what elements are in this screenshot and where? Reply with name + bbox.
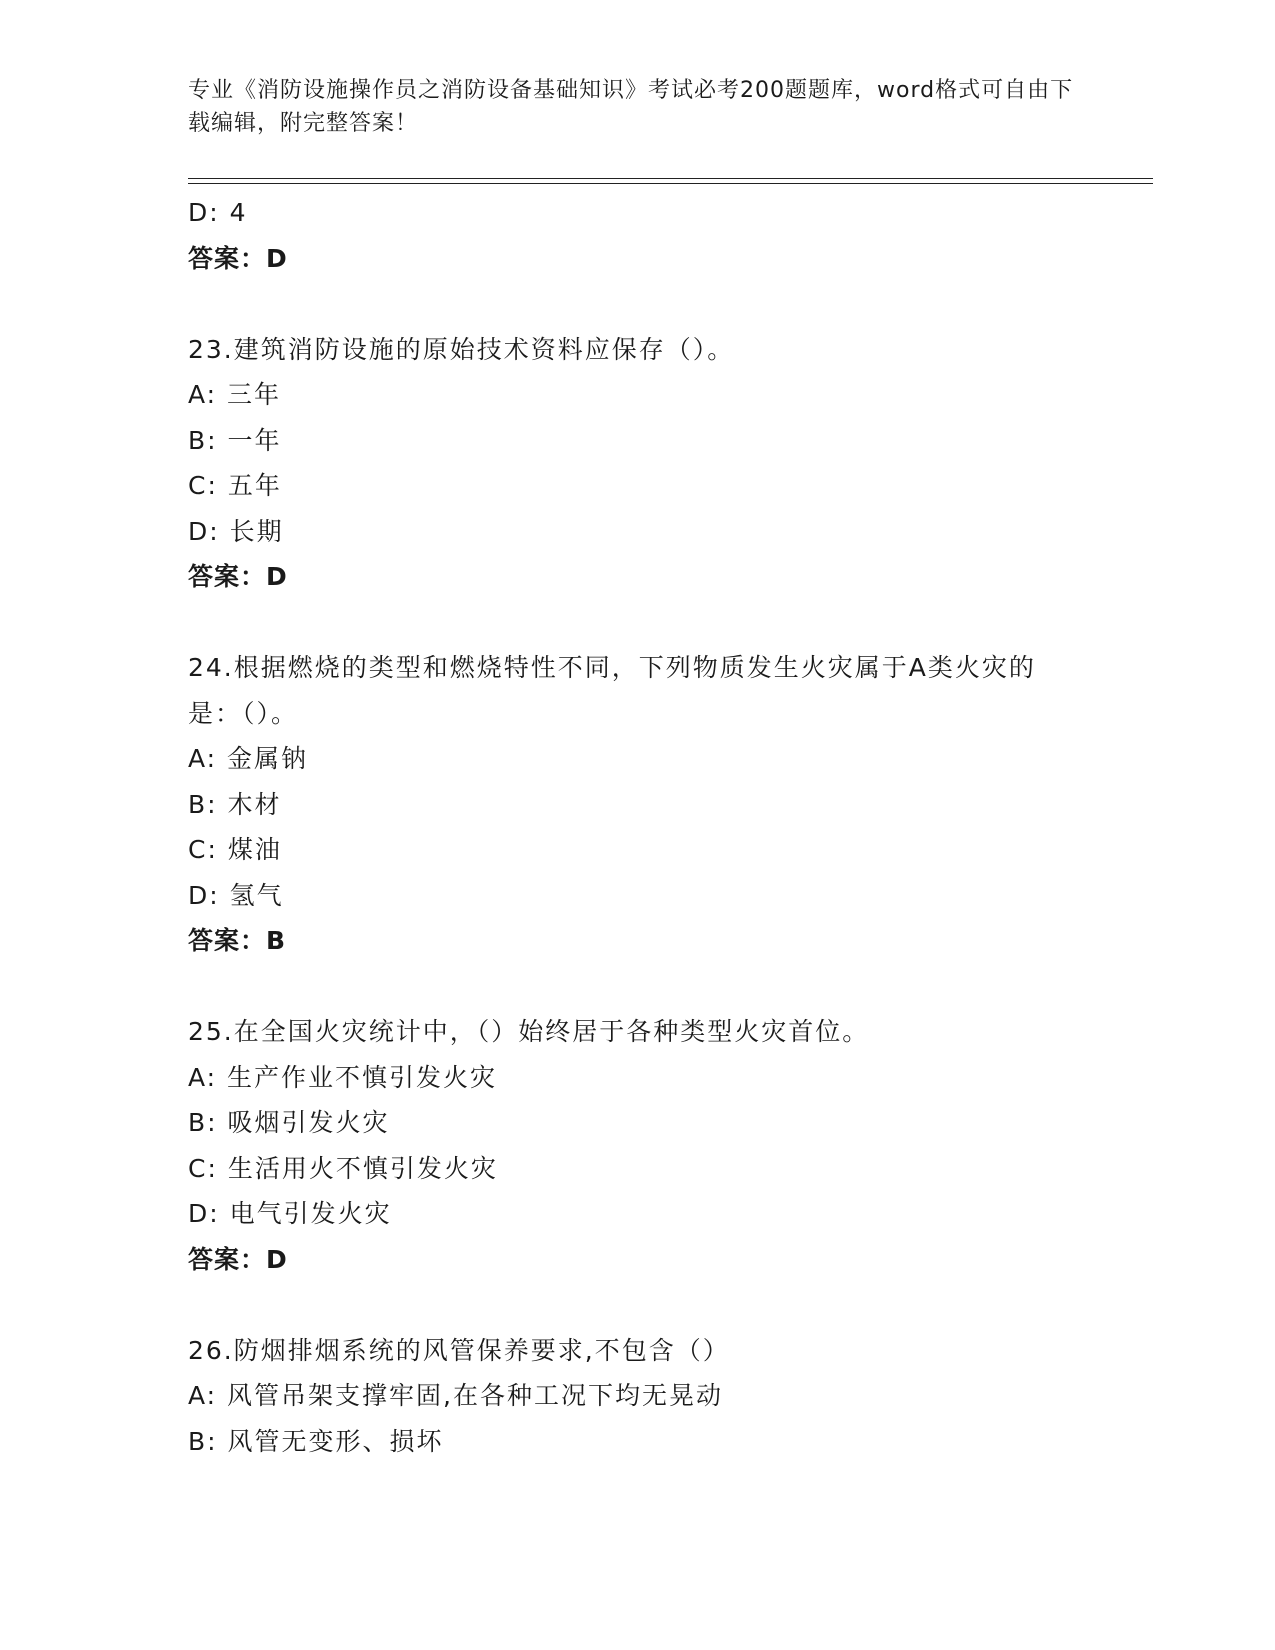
question-text: 25.在全国火灾统计中，（）始终居于各种类型火灾首位。 (188, 1017, 870, 1046)
fragment-answer: 答案：D (188, 243, 288, 273)
option-d: D: 电气引发火灾 (188, 1199, 392, 1228)
document-header: 专业《消防设施操作员之消防设备基础知识》考试必考200题题库，word格式可自由下载编辑，附完整答案！ (188, 78, 1074, 136)
answer: 答案：D (188, 562, 288, 591)
answer: 答案：D (188, 1244, 288, 1274)
answer: 答案：B (188, 926, 287, 955)
option-a: A: 生产作业不慎引发火灾 (188, 1062, 498, 1092)
option-a: A: 三年 (188, 380, 282, 409)
option-a: A: 金属钠 (188, 744, 309, 773)
header-divider-bottom (188, 183, 1153, 184)
question-25 (188, 1009, 1088, 1282)
question-24 (188, 645, 1088, 964)
option-c: C: 五年 (188, 471, 282, 500)
option-b: B: 木材 (188, 789, 282, 819)
header-divider-top (188, 178, 1153, 179)
option-d: D: 长期 (188, 516, 284, 546)
question-list (188, 190, 1088, 1464)
option-b: B: 风管无变形、损坏 (188, 1426, 444, 1456)
question-26 (188, 1328, 1088, 1465)
option-c: C: 生活用火不慎引发火灾 (188, 1153, 498, 1183)
option-d: D: 氢气 (188, 880, 284, 910)
option-c: C: 煤油 (188, 835, 282, 864)
option-b: B: 吸烟引发火灾 (188, 1108, 390, 1137)
question-text: 23.建筑消防设施的原始技术资料应保存（）。 (188, 334, 735, 364)
question-23 (188, 327, 1088, 600)
fragment-option-d: D: 4 (188, 198, 248, 227)
question-text: 24.根据燃烧的类型和燃烧特性不同，下列物质发生火灾属于A类火灾的是：（）。 (188, 653, 1036, 728)
question-text: 26.防烟排烟系统的风管保养要求,不包含（） (188, 1335, 730, 1365)
option-b: B: 一年 (188, 425, 282, 455)
option-a: A: 风管吊架支撑牢固,在各种工况下均无晃动 (188, 1381, 723, 1410)
